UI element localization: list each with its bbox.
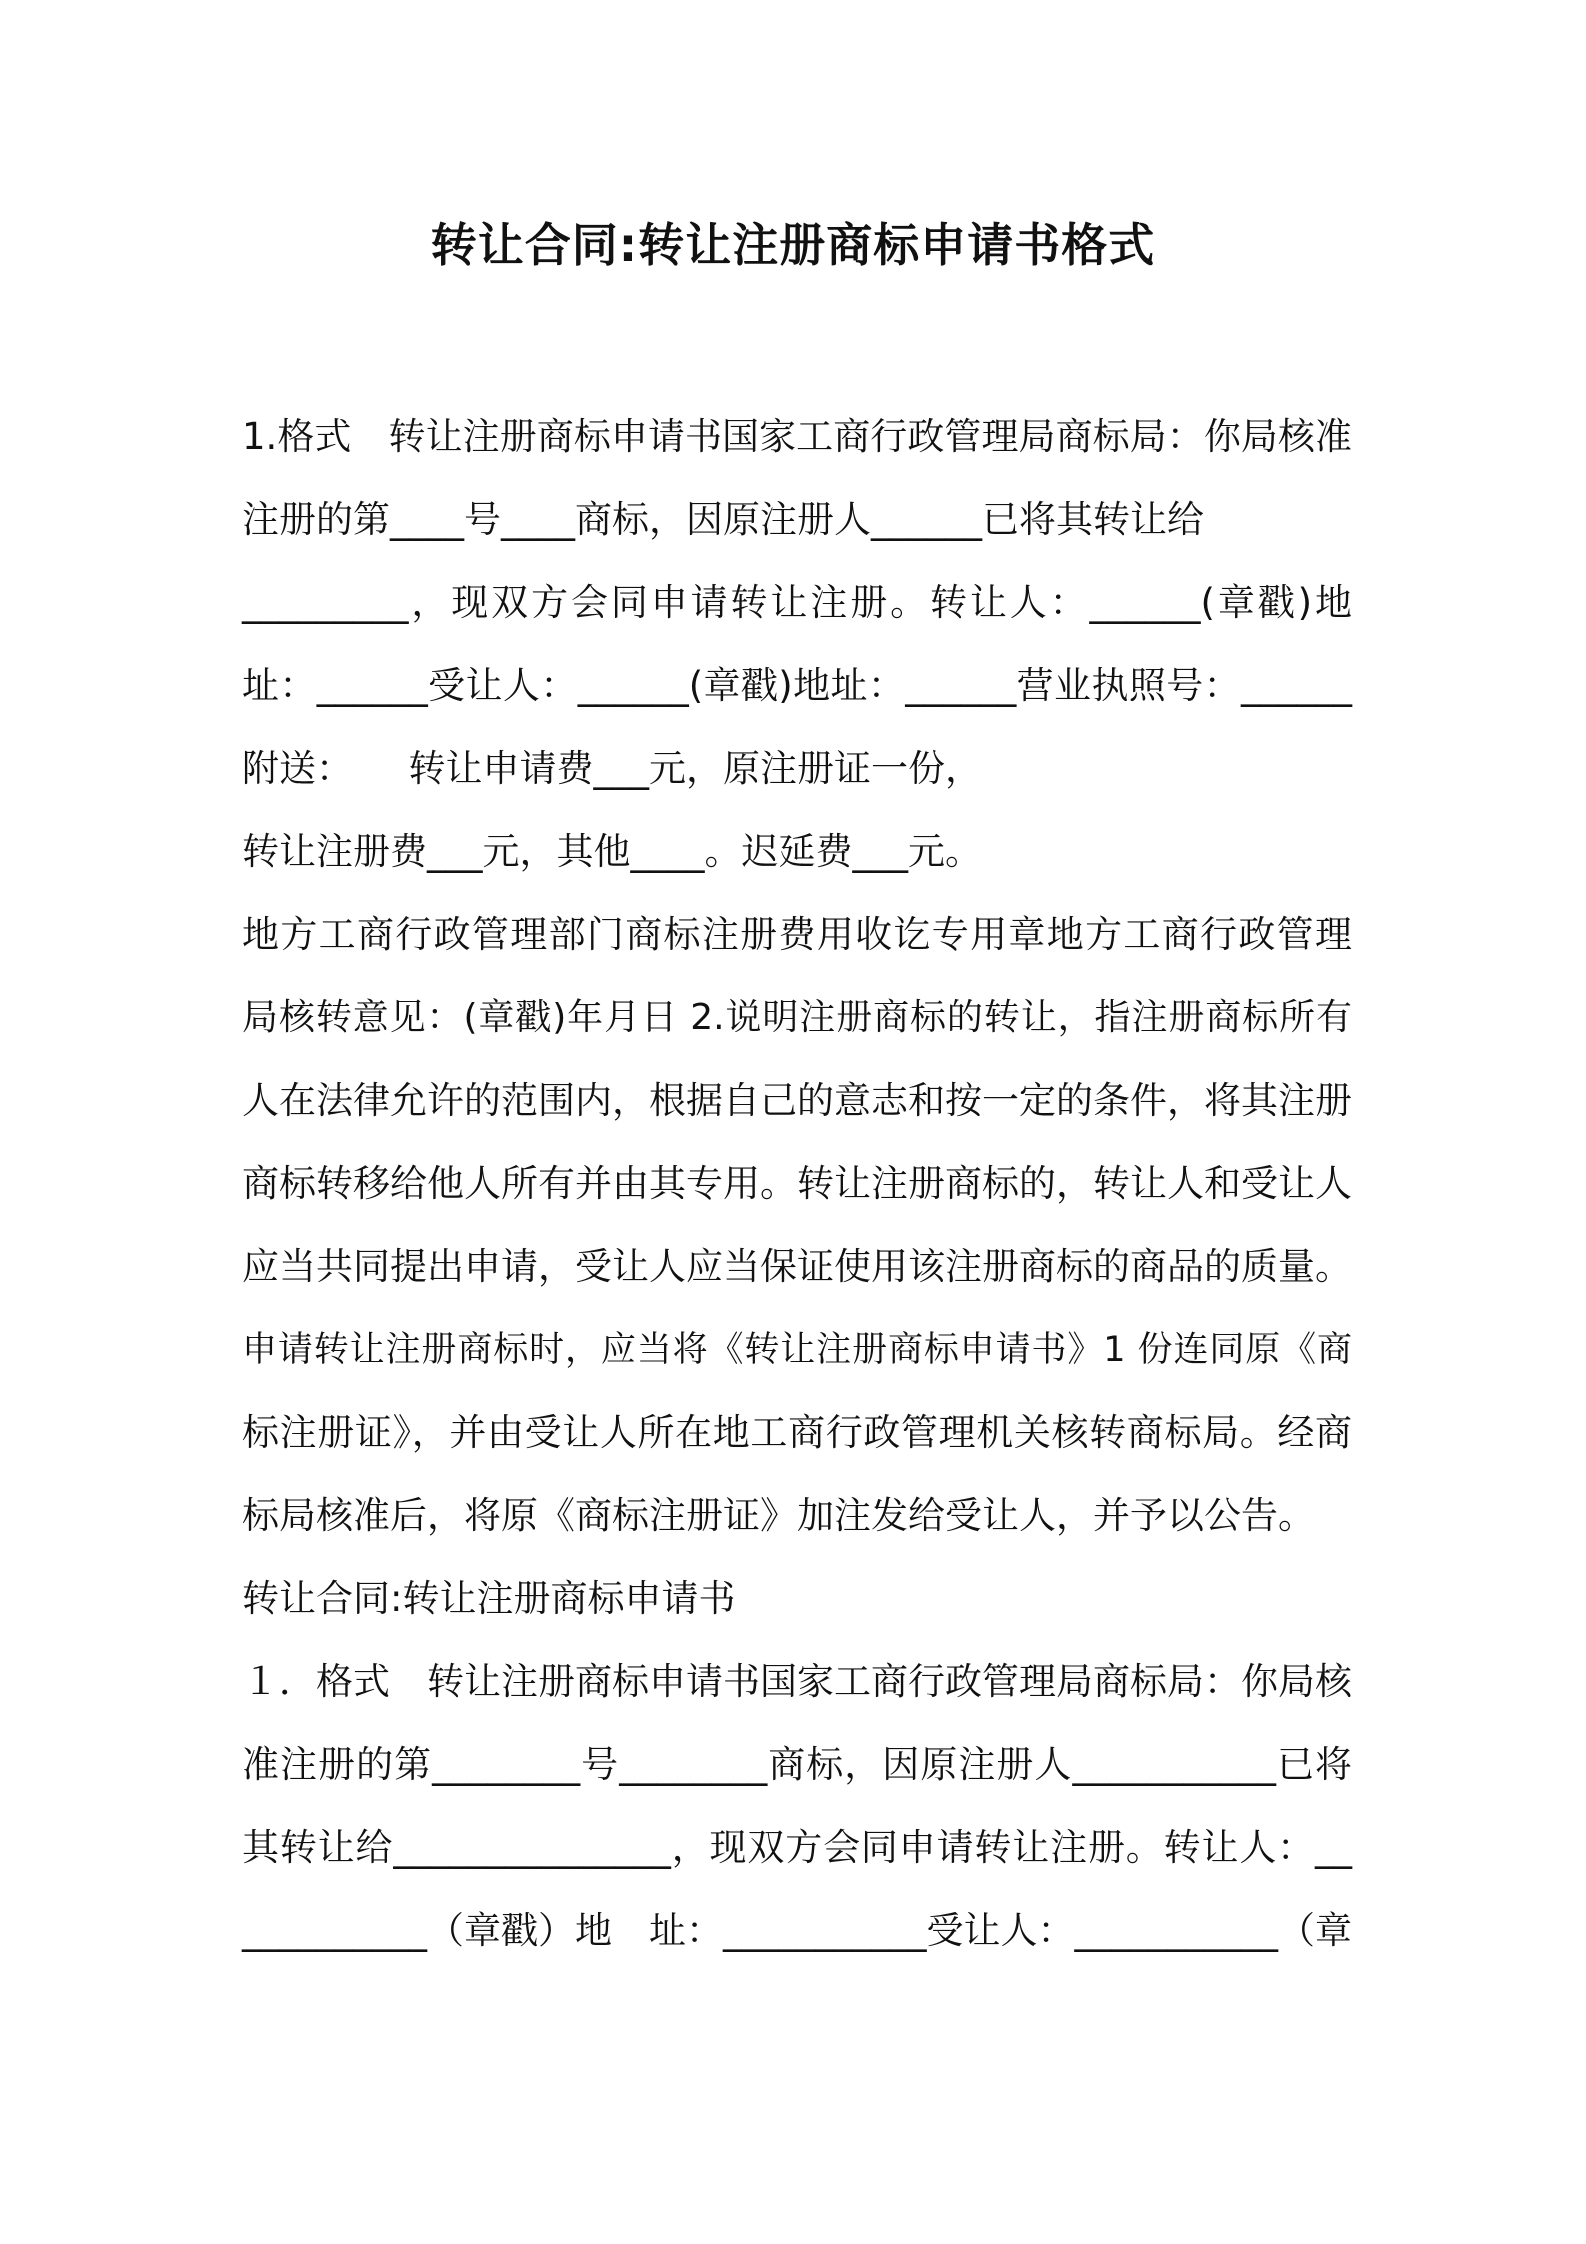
document-title: 转让合同:转让注册商标申请书格式 [430,218,1156,272]
body-line: 商标转移给他人所有并由其专用。转让注册商标的，转让人和受让人 [242,1162,1352,1205]
body-line: 人在法律允许的范围内，根据自己的意志和按一定的条件，将其注册 [242,1079,1352,1122]
body-line: 注册的第____号____商标，因原注册人______已将其转让给 [242,498,1204,541]
body-line: 申请转让注册商标时，应当将《转让注册商标申请书》1 份连同原《商 [242,1330,1352,1370]
body-line: __________（章戳）地 址：___________受让人：___________（章 [242,1909,1352,1952]
body-line: 其转让给_______________，现双方会同申请转让注册。转让人：__ [242,1826,1352,1869]
body-line: 1.格式 转让注册商标申请书国家工商行政管理局商标局：你局核准 [242,415,1352,458]
body-line: 局核转意见：(章戳)年月日 2.说明注册商标的转让，指注册商标所有 [242,997,1352,1038]
body-line: 应当共同提出申请，受让人应当保证使用该注册商标的商品的质量。 [242,1245,1352,1288]
body-line: 标局核准后，将原《商标注册证》加注发给受让人，并予以公告。 [242,1494,1315,1537]
body-line: １．格式 转让注册商标申请书国家工商行政管理局商标局：你局核 [242,1660,1352,1703]
section-heading: 转让合同:转让注册商标申请书 [242,1577,736,1620]
body-line: 址：______受让人：______(章戳)地址：______营业执照号：______ [242,664,1352,707]
body-line: 附送： 转让申请费___元，原注册证一份， [242,747,982,790]
body-line: 转让注册费___元，其他____。迟延费___元。 [242,830,982,873]
body-line: 标注册证》，并由受让人所在地工商行政管理机关核转商标局。经商 [242,1411,1352,1454]
body-line: 准注册的第________号________商标，因原注册人___________已将 [242,1743,1352,1786]
body-line: _________，现双方会同申请转让注册。转让人：______(章戳)地 [242,581,1352,624]
body-line: 地方工商行政管理部门商标注册费用收讫专用章地方工商行政管理 [242,913,1352,956]
